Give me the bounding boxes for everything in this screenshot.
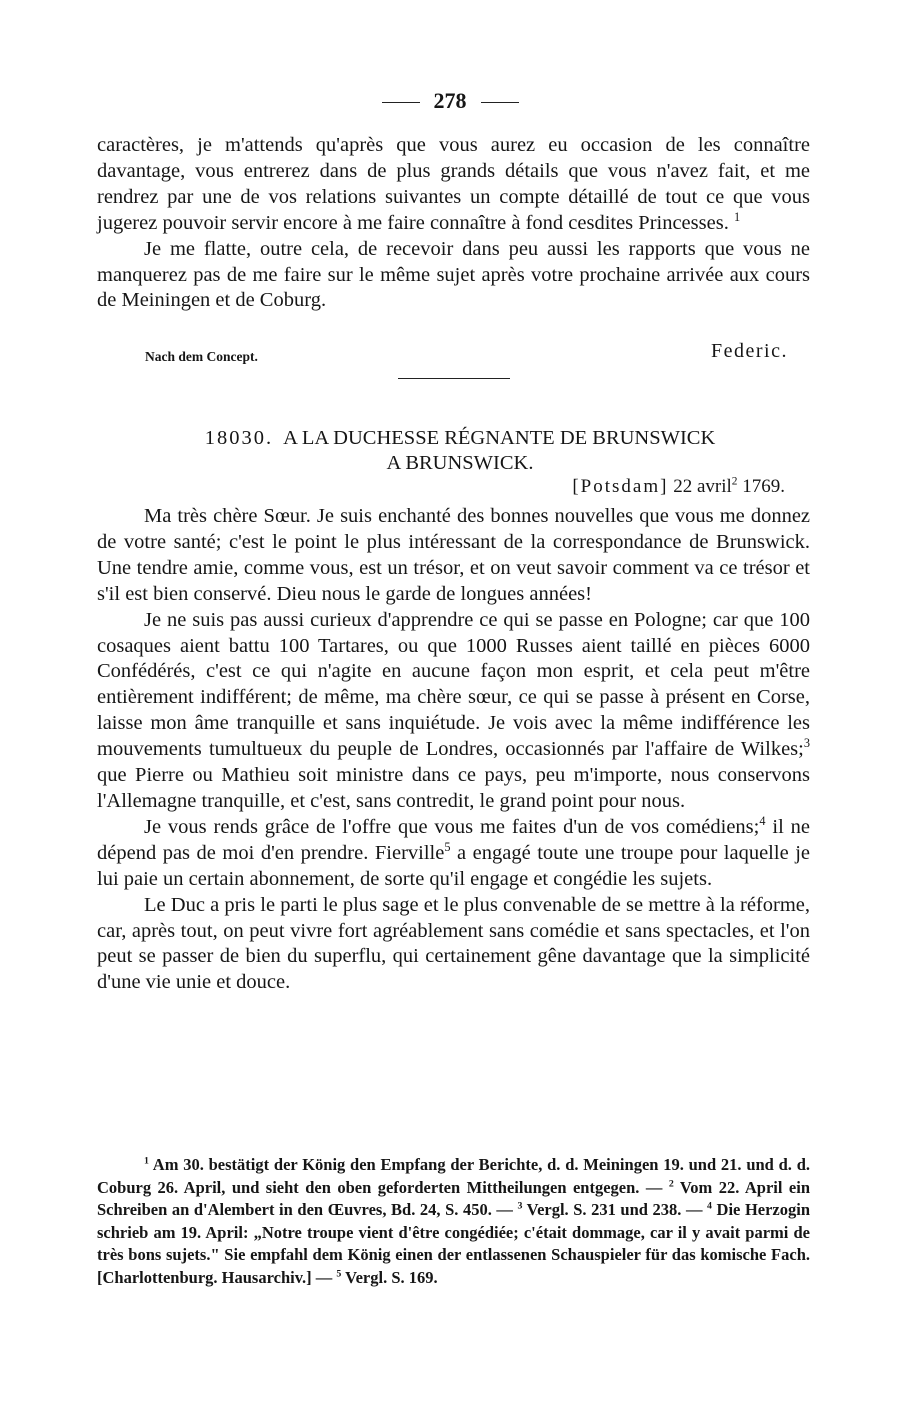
letter-paragraph-1: Ma très chère Sœur. Je suis enchanté des bonnes nouvelles que vous me donnez de votre santé; c'est le point le plus intéressant de la correspondance de Brunswick. Une tendre amie, comme vous, est un trésor, et on veut savoir comment va ce trésor et s'il est bien conservé. Dieu nous le garde de longues années! [97,505,811,605]
footnote-ref: 4 [759,814,766,829]
page-number-dash-left [382,102,420,103]
signature: Federic. [711,340,788,362]
footnote-number: 5 [336,1268,342,1280]
footnotes [97,1154,810,1290]
date-place: [Potsdam] [572,476,669,497]
salutation: Ma très chère Sœur. [144,505,311,527]
continuation-paragraph-2: Je me flatte, outre cela, de recevoir dans peu aussi les rapports que vous ne manquerez pas de me faire sur le même sujet après votre prochaine arrivée aux cours de Meiningen et de Coburg. [97,237,810,312]
date-year: 1769. [742,476,785,497]
footnote-ref: 3 [803,736,810,751]
letter-body [97,504,810,996]
footnote-number: 1 [144,1155,149,1167]
page-number-text: 278 [433,88,467,113]
letter-heading-line-1: 18030. A LA DUCHESSE RÉGNANTE DE BRUNSWICK [204,427,716,449]
letter-dateline [97,476,785,498]
source-note: Nach dem Concept. [145,349,258,364]
letter-paragraph-2: Je ne suis pas aussi curieux d'apprendre ce qui se passe en Pologne; car que 100 cosaques aient battu 100 Tartares, ou que 1000 Russes aient taillé en pièces 6000 Confédérés, c'est ce qui n'agite en aucune façon mon esprit, et cela peut m'être entièrement indifférent; de même, ma chère sœur, ce qui se passe à présent en Corse, laisse mon âme tranquille et sans inquiétude. Je vois avec la même indifférence les mouvements tumultueux du peuple de Londres, occasionnés par l'affaire de Wilkes;$^3$ que Pierre ou Mathieu soit ministre dans ce pays, peu m'importe, nous conservons l'Allemagne tranquille, et c'est, sans contredit, le grand point pour nous. [97,608,810,812]
letter-paragraph-4: Le Duc a pris le parti le plus sage et le plus convenable de se mettre à la réforme, car, après tout, on peut vivre fort agréablement sans comédie et sans spectacles, et l'on peut se passer de bien du superflu, qui certainement gêne davantage que la simplicité d'une vie unie et douce. [97,893,810,994]
footnote-block: $^1$ Am 30. bestätigt der König den Empfang der Berichte, d. d. Meiningen 19. und 21. und d. d. Coburg 26. April, und sieht den oben geforderten Mittheilungen entgegen. — $^2$ Vom 22. April ein Schreiben an d'Alembert in den Œuvres, Bd. 24, S. 450. — $^3$ Vergl. S. 231 und 238. — $^4$ Die Herzogin schrieb am 19. April: „Notre troupe vient d'être congédiée; c'était dommage, car il y avait parmi de très bons sujets." Sie empfahl dem König einen der entlassenen Schauspieler für das komische Fach. [Charlottenburg. Hausarchiv.] — $^5$ Vergl. S. 169. [97,1155,811,1287]
page-number [0,88,900,114]
letter-heading-line-2: A BRUNSWICK. [386,452,534,474]
letter-number: 18030. [204,427,274,449]
letter-paragraph-3: Je vous rends grâce de l'offre que vous me faites d'un de vos comédiens;$^4$ il ne dépend pas de moi d'en prendre. Fierville$^5$ a engagé toute une troupe pour laquelle je lui paie un certain abonnement, de sorte qu'il engage et congédie les sujets. [97,814,810,890]
section-divider [398,378,510,379]
continuation-text [97,133,810,314]
footnote-ref: 5 [444,839,451,854]
footnote-number: 3 [517,1200,523,1212]
date-text: 22 avril [673,476,732,497]
footnote-number: 4 [707,1200,712,1212]
closing-row [97,340,810,366]
page-number-dash-right [481,102,519,103]
footnote-ref: 1 [733,209,741,224]
continuation-paragraph-1: caractères, je m'attends qu'après que vous aurez eu occasion de les connaître davantage, vous entrerez dans de plus grands détails que vous n'avez fait, et me rendrez par une de vos relations suivantes un compte détaillé de tout ce que vous jugerez pouvoir servir encore à me faire connaître à fond cesdites Princesses. $^1$ [97,134,810,234]
letter-heading [140,426,780,476]
footnote-number: 2 [668,1178,674,1190]
footnote-ref: 2 [731,475,738,488]
